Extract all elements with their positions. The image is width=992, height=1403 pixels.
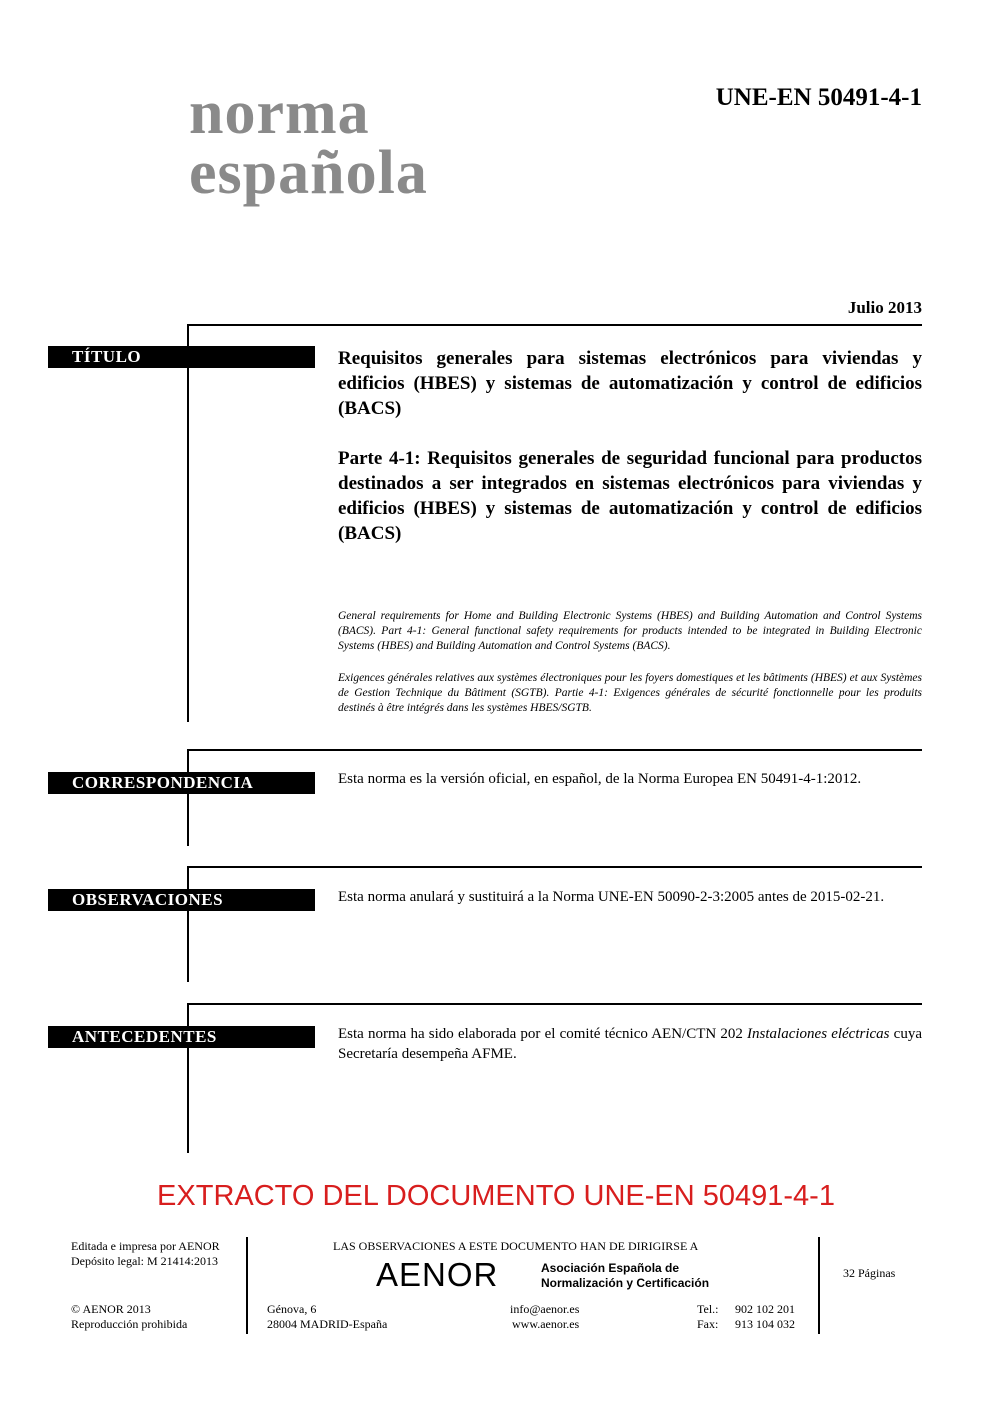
titulo-side-rule bbox=[187, 324, 189, 722]
aenor-association bbox=[541, 1261, 709, 1291]
footer-divider-left bbox=[246, 1237, 248, 1334]
antecedentes-text-end: cuya Secretaría desempeña AFME. bbox=[338, 1026, 922, 1062]
brand-norma: norma bbox=[189, 79, 370, 147]
footer-reproduction: Reproducción prohibida bbox=[71, 1317, 188, 1331]
french-title: Exigences générales relatives aux systèmes électroniques pour les foyers domestiques et les bâtiments (HBES) et aux Systèmes de Gestion Technique du Bâtiment (SGTB). Partie 4-1: Exigences générales de sécurité fonctionnelle pour les produits destinés à être intégrés dans les systèmes HBES/SGTB. bbox=[338, 672, 922, 714]
english-title: General requirements for Home and Building Electronic Systems (HBES) and Building Automation and Control Systems (BACS). Part 4-1: General functional safety requirements for products intended to be integrated in Building Electronic Systems (HBES) and Building Automation and Control Systems (BACS). bbox=[338, 610, 922, 652]
observaciones-text: Esta norma anulará y sustituirá a la Norma UNE-EN 50090-2-3:2005 antes de 2015-02-21. bbox=[338, 889, 885, 905]
antecedentes-top-rule bbox=[187, 1003, 922, 1005]
correspondencia-label: CORRESPONDENCIA bbox=[48, 772, 315, 794]
observaciones-side-rule bbox=[187, 866, 189, 982]
antecedentes-label: ANTECEDENTES bbox=[48, 1026, 315, 1048]
aenor-assoc-line1: Asociación Española de bbox=[541, 1261, 680, 1275]
correspondencia-text: Esta norma es la versión oficial, en español, de la Norma Europea EN 50491-4-1:2012. bbox=[338, 771, 862, 787]
footer-edited: Editada e impresa por AENOR bbox=[71, 1239, 220, 1253]
antecedentes-committee-name: Instalaciones eléctricas bbox=[747, 1026, 890, 1042]
footer-pages: 32 Páginas bbox=[843, 1266, 896, 1280]
footer-copyright: © AENOR 2013 bbox=[71, 1302, 151, 1316]
aenor-assoc-line2: Normalización y Certificación bbox=[541, 1276, 710, 1290]
titulo-top-rule bbox=[187, 324, 922, 326]
correspondencia-top-rule bbox=[187, 749, 922, 751]
standard-code: UNE-EN 50491-4-1 bbox=[715, 84, 922, 111]
footer-fax: 913 104 032 bbox=[735, 1317, 795, 1331]
footer-fax-label: Fax: bbox=[697, 1317, 719, 1331]
part-title: Parte 4-1: Requisitos generales de seguridad funcional para productos destinados a ser integrados en sistemas electrónicos para viviendas y edificios (HBES) y sistemas de automatización y control de edificios (BACS) bbox=[338, 448, 922, 544]
footer-divider-right bbox=[818, 1237, 820, 1334]
antecedentes-text bbox=[338, 1024, 922, 1064]
publication-date: Julio 2013 bbox=[847, 298, 922, 317]
footer-tel: 902 102 201 bbox=[735, 1302, 795, 1316]
aenor-logo: AENOR bbox=[376, 1256, 499, 1293]
titulo-label: TÍTULO bbox=[48, 346, 315, 368]
footer-address1: Génova, 6 bbox=[267, 1302, 317, 1316]
antecedentes-text-start: Esta norma ha sido elaborada por el comité técnico AEN/CTN 202 bbox=[338, 1026, 748, 1042]
observaciones-label: OBSERVACIONES bbox=[48, 889, 315, 911]
footer-email[interactable]: info@aenor.es bbox=[510, 1302, 580, 1316]
footer-web[interactable]: www.aenor.es bbox=[512, 1317, 580, 1331]
main-title: Requisitos generales para sistemas electrónicos para viviendas y edificios (HBES) y sistemas de automatización y control de edificios (BACS) bbox=[338, 348, 922, 419]
footer-tel-label: Tel.: bbox=[697, 1302, 719, 1316]
footer-deposit: Depósito legal: M 21414:2013 bbox=[71, 1254, 218, 1268]
extract-notice: EXTRACTO DEL DOCUMENTO UNE-EN 50491-4-1 bbox=[157, 1180, 835, 1212]
correspondencia-side-rule bbox=[187, 749, 189, 846]
observaciones-top-rule bbox=[187, 866, 922, 868]
footer-observations-heading: LAS OBSERVACIONES A ESTE DOCUMENTO HAN DE DIRIGIRSE A bbox=[333, 1239, 699, 1253]
footer-address2: 28004 MADRID-España bbox=[267, 1317, 388, 1331]
brand-espanola: española bbox=[189, 139, 428, 207]
